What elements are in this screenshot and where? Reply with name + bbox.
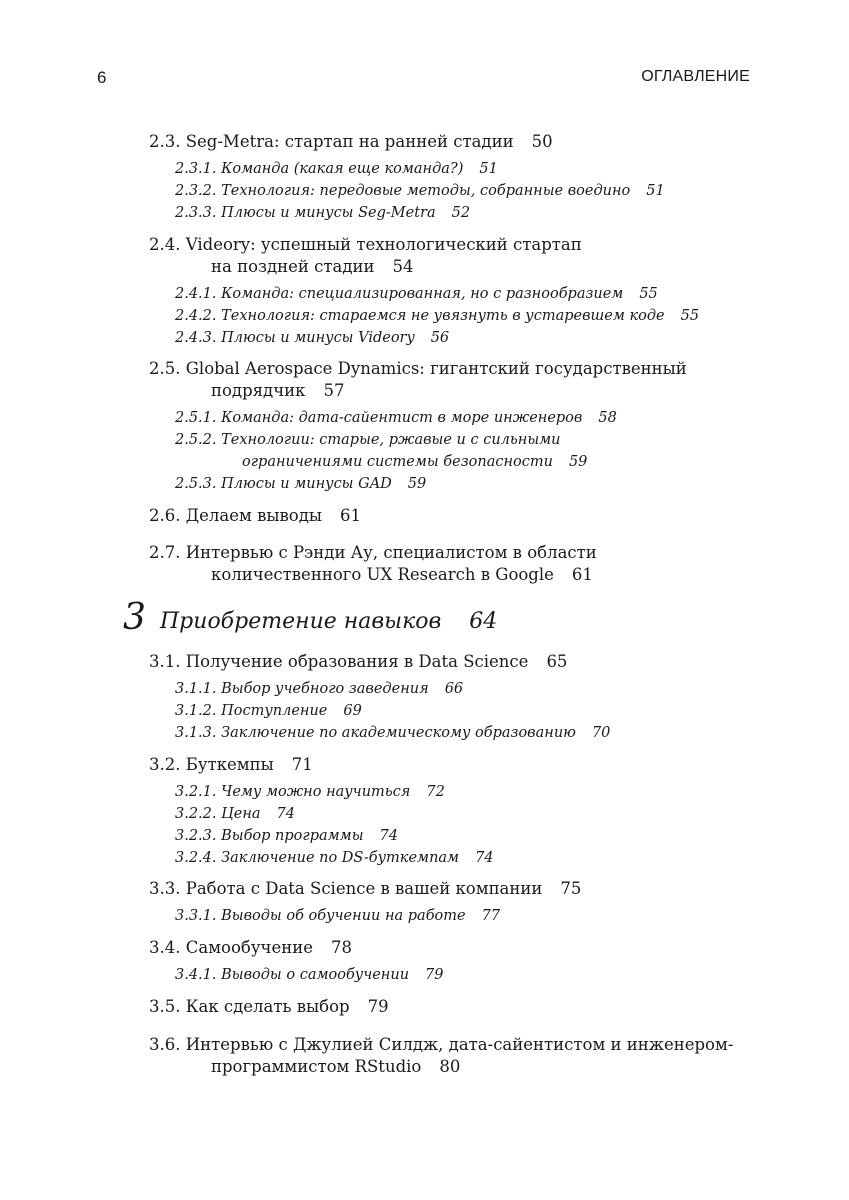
- toc-entry-text-line2: ограничениями системы безопасности: [242, 454, 553, 470]
- toc-entry-page: 58: [598, 410, 617, 426]
- toc-entry-page: 74: [276, 806, 295, 822]
- toc-entry-text-line1: 2.5. Global Aerospace Dynamics: гигантский государственный: [149, 359, 687, 378]
- toc-entry-2-4-cont[interactable]: [211, 259, 414, 276]
- toc-entry-3-3-1[interactable]: [175, 909, 500, 924]
- toc-entry-page: 79: [425, 967, 444, 983]
- toc-entry-text-line2: подрядчик: [211, 381, 306, 400]
- toc-entry-3-2-3[interactable]: [175, 829, 398, 844]
- toc-entry-page: 65: [546, 652, 568, 671]
- toc-entry-text: 3.2.1. Чему можно научиться: [175, 784, 411, 800]
- toc-entry-text: 3.2.2. Цена: [175, 806, 261, 822]
- toc-entry-2-5[interactable]: [149, 361, 687, 378]
- toc-entry-page: 59: [407, 476, 427, 492]
- toc-entry-text-line2: количественного UX Research в Google: [211, 565, 554, 584]
- toc-entry-text: 3.4. Самообучение: [149, 938, 313, 957]
- toc-entry-text: 3.3. Работа с Data Science в вашей компании: [149, 879, 543, 898]
- toc-entry-text-line2: программистом RStudio: [211, 1057, 422, 1076]
- toc-entry-page: 75: [560, 879, 582, 898]
- toc-entry-text: 2.4.1. Команда: специализированная, но с разнообразием: [175, 286, 624, 302]
- toc-entry-2-5-cont[interactable]: [211, 383, 344, 400]
- toc-entry-2-4-1[interactable]: [175, 287, 658, 302]
- page-number: 6: [97, 68, 107, 87]
- toc-entry-text: 3.3.1. Выводы об обучении на работе: [175, 908, 466, 924]
- toc-entry-2-7-cont[interactable]: [211, 567, 593, 584]
- toc-entry-text: 3.4.1. Выводы о самообучении: [175, 967, 410, 983]
- toc-entry-text-line1: 2.7. Интервью с Рэнди Ау, специалистом в области: [149, 543, 597, 562]
- toc-entry-text: 3.1.1. Выбор учебного заведения: [175, 681, 429, 697]
- toc-entry-text-line1: 2.5.2. Технологии: старые, ржавые и с сильными: [175, 432, 561, 448]
- toc-entry-page: 78: [330, 938, 352, 957]
- toc-entry-2-7[interactable]: [149, 545, 597, 562]
- toc-entry-3-4-1[interactable]: [175, 968, 444, 983]
- toc-entry-page: 69: [343, 703, 362, 719]
- toc-entry-text: 2.3.3. Плюсы и минусы Seg-Metra: [175, 205, 436, 221]
- toc-entry-3-1-2[interactable]: [175, 704, 362, 719]
- toc-entry-2-3[interactable]: [149, 134, 553, 151]
- toc-entry-page: 54: [392, 257, 414, 276]
- chapter-title-text: Приобретение навыков: [160, 609, 442, 634]
- toc-entry-3-2-1[interactable]: [175, 785, 445, 800]
- toc-entry-2-3-1[interactable]: [175, 162, 498, 177]
- toc-entry-text: 3.5. Как сделать выбор: [149, 997, 350, 1016]
- toc-entry-page: 55: [680, 308, 700, 324]
- toc-entry-page: 50: [531, 132, 553, 151]
- toc-entry-2-4-2[interactable]: [175, 309, 699, 324]
- toc-entry-page: 74: [379, 828, 398, 844]
- toc-entry-page: 59: [568, 454, 588, 470]
- toc-entry-page: 77: [481, 908, 501, 924]
- toc-entry-page: 61: [340, 506, 362, 525]
- chapter-number: 3: [123, 597, 146, 638]
- toc-entry-3-6[interactable]: [149, 1037, 733, 1054]
- toc-entry-text: 3.2. Буткемпы: [149, 755, 274, 774]
- toc-entry-page: 55: [639, 286, 658, 302]
- toc-entry-page: 79: [367, 997, 389, 1016]
- toc-entry-3-1-3[interactable]: [175, 726, 610, 741]
- toc-entry-text: 2.5.1. Команда: дата-сайентист в море инженеров: [175, 410, 583, 426]
- toc-entry-2-4-3[interactable]: [175, 331, 449, 346]
- toc-entry-text: 2.3.2. Технология: передовые методы, собранные воедино: [175, 183, 631, 199]
- toc-entry-3-4[interactable]: [149, 940, 352, 957]
- toc-entry-text-line2: на поздней стадии: [211, 257, 375, 276]
- toc-entry-text: 2.6. Делаем выводы: [149, 506, 323, 525]
- toc-entry-text: 2.3. Seg-Metra: стартап на ранней стадии: [149, 132, 514, 151]
- toc-entry-page: 70: [591, 725, 611, 741]
- toc-entry-2-3-2[interactable]: [175, 184, 665, 199]
- chapter-page: 64: [469, 609, 498, 634]
- toc-entry-3-2-4[interactable]: [175, 851, 494, 866]
- toc-entry-page: 61: [571, 565, 593, 584]
- toc-entry-text-line1: 2.4. Videory: успешный технологический стартап: [149, 235, 582, 254]
- toc-entry-3-6-cont[interactable]: [211, 1059, 460, 1076]
- toc-entry-text: 3.2.4. Заключение по DS-буткемпам: [175, 850, 460, 866]
- toc-entry-2-5-3[interactable]: [175, 477, 426, 492]
- toc-entry-page: 51: [479, 161, 498, 177]
- toc-entry-page: 80: [439, 1057, 461, 1076]
- toc-entry-2-4[interactable]: [149, 237, 582, 254]
- toc-entry-3-1-1[interactable]: [175, 682, 463, 697]
- toc-entry-page: 66: [444, 681, 464, 697]
- toc-entry-page: 71: [291, 755, 313, 774]
- toc-entry-page: 51: [646, 183, 665, 199]
- toc-entry-page: 57: [323, 381, 345, 400]
- toc-entry-3-2[interactable]: [149, 757, 313, 774]
- toc-entry-page: 74: [475, 850, 494, 866]
- toc-entry-text: 2.4.3. Плюсы и минусы Videory: [175, 330, 415, 346]
- toc-entry-text: 3.1. Получение образования в Data Science: [149, 652, 529, 671]
- toc-entry-text: 3.2.3. Выбор программы: [175, 828, 364, 844]
- toc-entry-2-5-2[interactable]: [175, 433, 561, 448]
- toc-entry-text: 3.1.2. Поступление: [175, 703, 328, 719]
- toc-entry-page: 72: [426, 784, 445, 800]
- toc-entry-3-5[interactable]: [149, 999, 389, 1016]
- toc-entry-2-3-3[interactable]: [175, 206, 470, 221]
- toc-entry-text: 2.3.1. Команда (какая еще команда?): [175, 161, 464, 177]
- toc-entry-text: 3.1.3. Заключение по академическому образованию: [175, 725, 576, 741]
- toc-entry-page: 56: [430, 330, 450, 346]
- toc-entry-text: 2.4.2. Технология: стараемся не увязнуть в устаревшем коде: [175, 308, 665, 324]
- toc-entry-3-1[interactable]: [149, 654, 567, 671]
- toc-entry-2-6[interactable]: [149, 508, 361, 525]
- chapter-title[interactable]: [160, 611, 497, 633]
- toc-entry-text: 2.5.3. Плюсы и минусы GAD: [175, 476, 392, 492]
- toc-entry-2-5-1[interactable]: [175, 411, 617, 426]
- toc-entry-text-line1: 3.6. Интервью с Джулией Силдж, дата-сайентистом и инженером-: [149, 1035, 734, 1054]
- toc-entry-page: 52: [451, 205, 471, 221]
- toc-entry-3-3[interactable]: [149, 881, 581, 898]
- toc-entry-2-5-2-cont[interactable]: [242, 455, 587, 470]
- running-head: ОГЛАВЛЕНИЕ: [641, 68, 750, 85]
- toc-entry-3-2-2[interactable]: [175, 807, 295, 822]
